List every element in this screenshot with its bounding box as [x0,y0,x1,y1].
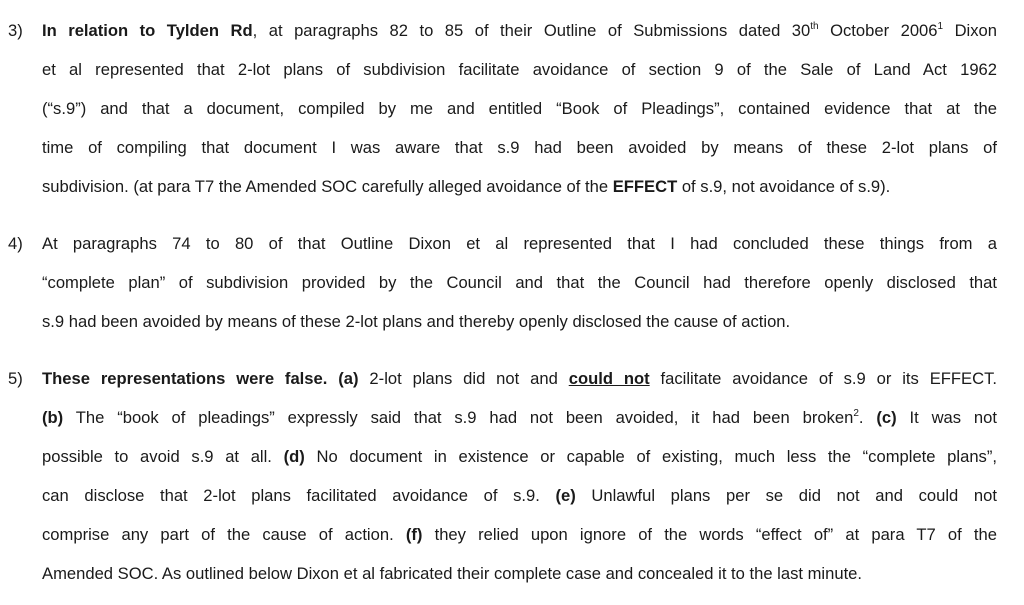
bold-text: (c) [876,408,897,427]
paragraph-number: 3) [8,21,23,40]
text-run: facilitate avoidance of s.9 or its EFFECT. [649,369,998,388]
text-run: Dixon [943,21,997,40]
text-run: It was not [896,408,997,427]
text-line: “complete plan” of subdivision provided by the Council and that the Council had therefore openly disclosed that [42,273,997,292]
text-run: Unlawful plans per se did not and could not [575,486,997,505]
text-run: , at paragraphs 82 to 85 of their Outline of Submissions dated 30 [252,21,811,40]
bold-text: In relation to Tylden Rd [42,21,253,40]
text-run: can disclose that 2-lot plans facilitated avoidance of s.9. [42,486,556,505]
underlined-bold-text: could not [568,369,650,388]
text-run: The “book of pleadings” expressly said that s.9 had not been avoided, it had been broken [63,408,854,427]
text-line [42,369,997,408]
text-run: October 2006 [818,21,938,40]
text-line: (“s.9”) and that a document, compiled by me and entitled “Book of Pleadings”, contained evidence that at the [42,99,997,118]
text-line: time of compiling that document I was aware that s.9 had been avoided by means of these 2-lot plans of [42,138,997,157]
text-run: No document in existence or capable of existing, much less the “complete plans”, [304,447,997,466]
text-line: s.9 had been avoided by means of these 2-lot plans and thereby openly disclosed the cause of action. [42,312,791,331]
text-run: . [858,408,877,427]
text-run: possible to avoid s.9 at all. [42,447,284,466]
footnote-ref: 2 [853,408,859,419]
text-line: et al represented that 2-lot plans of subdivision facilitate avoidance of section 9 of the Sale of Land Act 1962 [42,60,997,79]
footnote-ref: 1 [937,21,944,32]
text-run: of s.9, not avoidance of s.9). [677,177,891,196]
text-run: comprise any part of the cause of action. [42,525,406,544]
paragraph-number: 4) [8,234,23,253]
bold-text: (e) [555,486,576,505]
bold-text: (f) [405,525,423,544]
text-line [42,447,997,486]
text-run: they relied upon ignore of the words “effect of” at para T7 of the [422,525,997,544]
text-line [42,408,997,447]
bold-text: EFFECT [612,177,678,196]
bold-text: These representations were false. (a) [42,369,359,388]
paragraph-number: 5) [8,369,23,388]
text-line [42,525,997,564]
bold-text: (d) [283,447,305,466]
bold-text: (b) [42,408,64,427]
paragraph-body [42,234,997,351]
paragraph-body [42,21,997,216]
text-line [42,21,997,60]
text-run: 2-lot plans did not and [358,369,569,388]
paragraph-body [42,369,997,603]
superscript: th [810,21,819,32]
text-run: Amended SOC. As outlined below Dixon et al fabricated their complete case and concealed it to the last minute. [42,564,863,583]
text-line: At paragraphs 74 to 80 of that Outline Dixon et al represented that I had concluded these things from a [42,234,997,253]
text-line: subdivision. (at para T7 the Amended SOC carefully alleged avoidance of the EFFECT of s.9, not avoidance of s.9). [42,177,891,196]
text-line [42,564,997,603]
text-line [42,486,997,525]
